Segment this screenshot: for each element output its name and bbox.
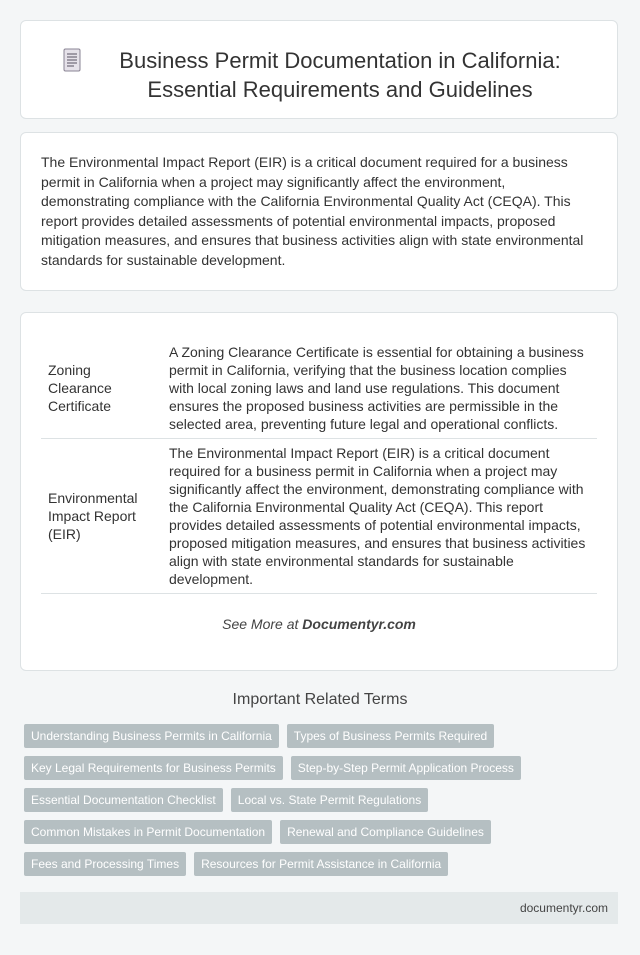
related-term-tag[interactable]: Resources for Permit Assistance in California: [194, 852, 448, 876]
intro-card: [20, 132, 618, 291]
table-cell-description: A Zoning Clearance Certificate is essential for obtaining a business permit in California, verifying that the business location complies with local zoning laws and land use regulations. This document ensures the proposed business activities are permissible in the selected area, preventing future legal and operational conflicts.: [162, 338, 598, 439]
related-term-tag[interactable]: Common Mistakes in Permit Documentation: [24, 820, 272, 844]
related-term-tag[interactable]: Essential Documentation Checklist: [24, 788, 223, 812]
related-term-tag[interactable]: Types of Business Permits Required: [287, 724, 494, 748]
table-row: [41, 338, 597, 439]
table-cell-description: The Environmental Impact Report (EIR) is a critical document required for a business permit in California when a project may significantly affect the environment, demonstrating compliance with the California Environmental Quality Act (CEQA). This report provides detailed assessments of potential environmental impacts, proposed mitigation measures, and ensures that business activities align with state environmental standards for sustainable development.: [162, 439, 598, 594]
related-term-tag[interactable]: Local vs. State Permit Regulations: [231, 788, 428, 812]
table-cell-term: Environmental Impact Report (EIR): [41, 439, 162, 594]
tag-row: [24, 756, 624, 780]
documents-table: [41, 338, 597, 594]
see-more-brand: Documentyr.com: [302, 616, 416, 632]
tag-row: [24, 820, 624, 844]
related-terms-title: Important Related Terms: [232, 691, 408, 708]
table-row: [41, 439, 597, 594]
related-term-tag[interactable]: Fees and Processing Times: [24, 852, 186, 876]
related-term-tag[interactable]: Renewal and Compliance Guidelines: [280, 820, 491, 844]
see-more-link[interactable]: [41, 616, 597, 632]
related-term-tag[interactable]: Step-by-Step Permit Application Process: [291, 756, 521, 780]
see-more-prefix: See More at: [222, 616, 303, 632]
intro-paragraph: The Environmental Impact Report (EIR) is a critical document required for a business permit in California when a project may significantly affect the environment, demonstrating compliance with the California Environmental Quality Act (CEQA). This report provides detailed assessments of potential environmental impacts, proposed mitigation measures, and ensures that business activities align with state environmental standards for sustainable development.: [41, 154, 584, 268]
related-term-tag[interactable]: Understanding Business Permits in California: [24, 724, 279, 748]
footer-site-link[interactable]: documentyr.com: [519, 901, 608, 915]
page-title: Business Permit Documentation in California: Essential Requirements and Guidelines: [119, 48, 561, 102]
table-cell-term: Zoning Clearance Certificate: [41, 338, 162, 439]
tag-row: [24, 852, 624, 876]
related-terms-list: [24, 724, 624, 884]
tag-row: [24, 788, 624, 812]
footer: [20, 892, 618, 924]
header-card: [20, 20, 618, 119]
related-term-tag[interactable]: Key Legal Requirements for Business Permits: [24, 756, 283, 780]
tag-row: [24, 724, 624, 748]
documents-table-card: [20, 312, 618, 671]
document-icon: [61, 48, 83, 72]
